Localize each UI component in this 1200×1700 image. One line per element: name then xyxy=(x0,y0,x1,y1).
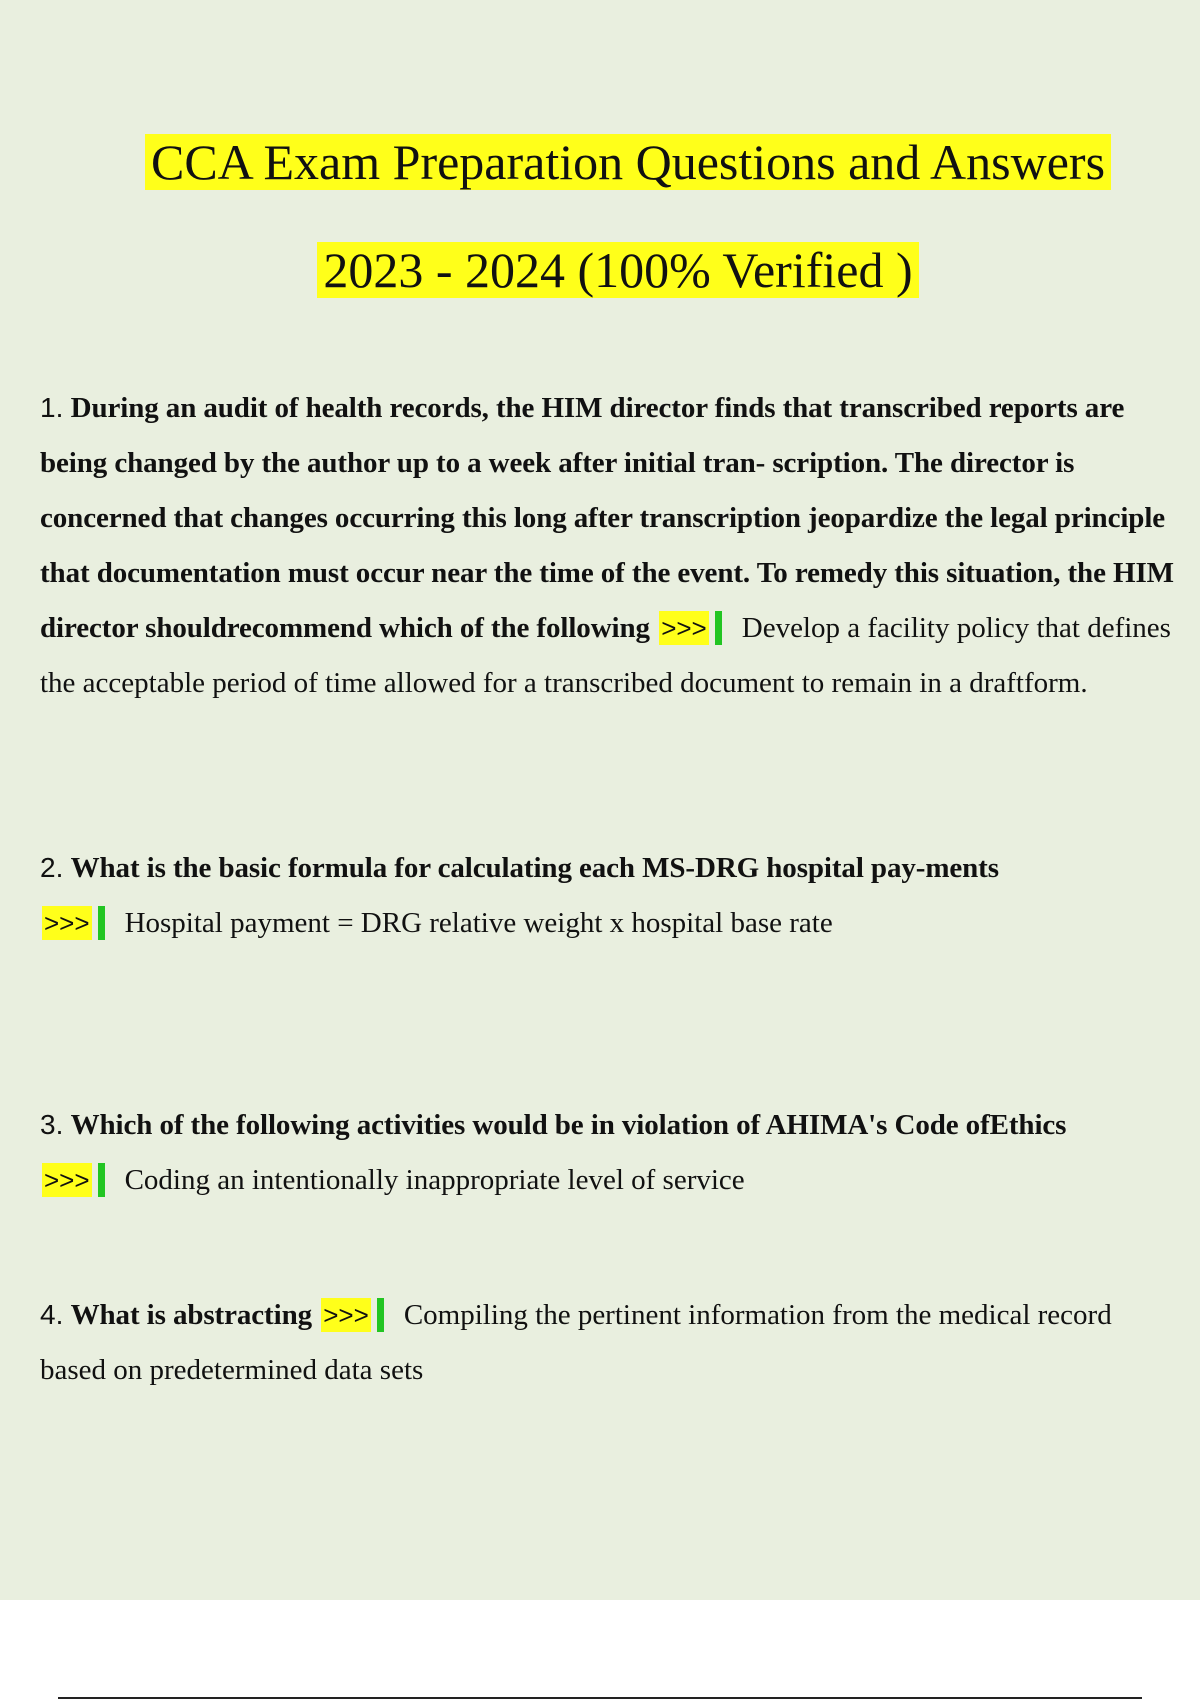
question-text: What is abstracting xyxy=(70,1299,312,1331)
document-title-line-2 xyxy=(18,236,1200,304)
answer-marker xyxy=(42,906,105,940)
answer-text: Develop a facility policy that defines the acceptable period of time allowed for a transcribed document to remain in a draftform. xyxy=(40,612,1171,699)
question-number: 4. xyxy=(40,1299,64,1330)
footer-divider xyxy=(58,1697,1142,1699)
question-text: Which of the following activities would be in violation of AHIMA's Code ofEthics xyxy=(70,1109,1067,1141)
question-text: During an audit of health records, the HIM director finds that transcribed reports are being changed by the author up to a week after initial tran- scription. The director is concerned that changes occurring this long after transcription jeopardize the legal principle that documentation must occur near the time of the event. To remedy this situation, the HIM director shouldrecommend which of the following xyxy=(40,392,1174,644)
question-block-2 xyxy=(40,840,1180,951)
answer-bar-icon xyxy=(98,906,105,940)
question-number: 2. xyxy=(40,852,64,883)
answer-bar-icon xyxy=(377,1298,384,1332)
answer-arrows-icon: >>> xyxy=(44,1165,90,1195)
question-number: 3. xyxy=(40,1109,64,1140)
answer-arrows-icon: >>> xyxy=(44,908,90,938)
answer-text: Compiling the pertinent information from the medical record based on predetermined data sets xyxy=(40,1299,1112,1386)
answer-marker xyxy=(659,611,722,645)
title-highlight-1: CCA Exam Preparation Questions and Answers xyxy=(145,134,1111,190)
question-block-4 xyxy=(40,1287,1180,1398)
title-highlight-2: 2023 - 2024 (100% Verified ) xyxy=(317,242,918,298)
answer-text: Hospital payment = DRG relative weight x hospital base rate xyxy=(124,907,833,939)
question-text: What is the basic formula for calculating each MS-DRG hospital pay-ments xyxy=(70,852,999,884)
document-title-line-1 xyxy=(28,128,1200,196)
question-block-1 xyxy=(40,380,1180,711)
question-block-3 xyxy=(40,1097,1180,1208)
answer-bar-icon xyxy=(715,611,722,645)
answer-marker xyxy=(42,1163,105,1197)
answer-arrows-icon: >>> xyxy=(323,1300,369,1330)
answer-arrows-icon: >>> xyxy=(661,613,707,643)
question-number: 1. xyxy=(40,392,64,423)
answer-bar-icon xyxy=(98,1163,105,1197)
answer-marker xyxy=(321,1298,384,1332)
answer-text: Coding an intentionally inappropriate level of service xyxy=(124,1164,745,1196)
